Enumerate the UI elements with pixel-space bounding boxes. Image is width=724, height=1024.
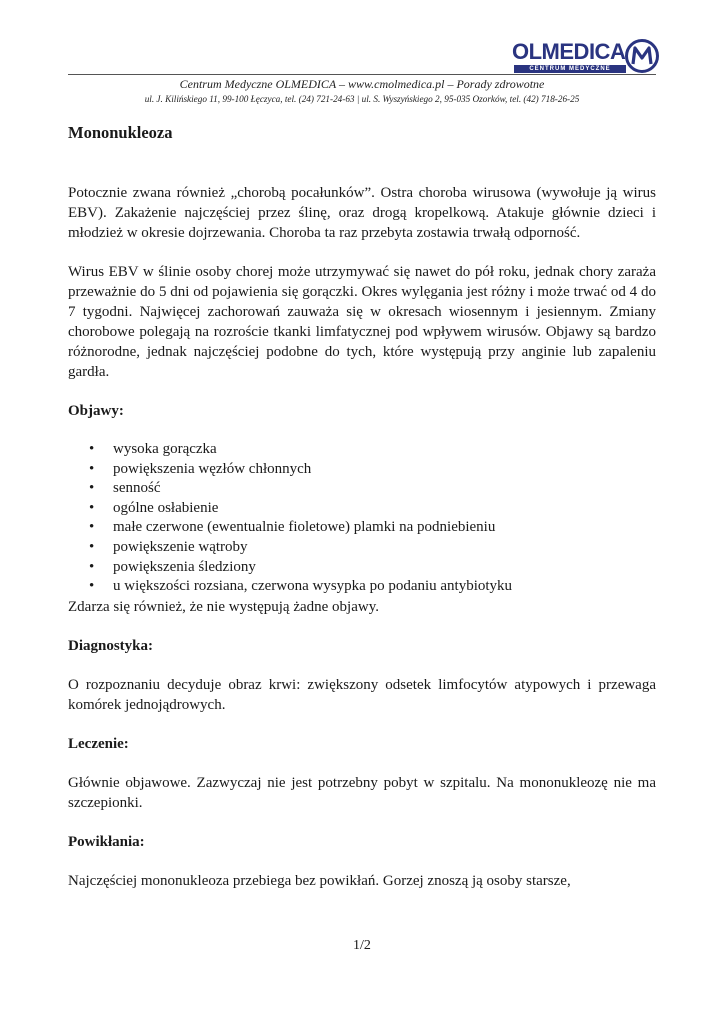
details-paragraph: Wirus EBV w ślinie osoby chorej może utrzymywać się nawet do pół roku, jednak chory zaraża przeważnie do 5 dni od pojawienia się gorączki. Okres wylęgania jest różny i może trwać od 4 do 7 tygodni. Najwięcej zachorowań zauważa się w okresach wiosennym i jesiennym. Zmiany chorobowe polegają na rozroście tkanki limfatycznej pod wpływem wirusów. Objawy są bardzo różnorodne, jednak najczęściej podobne do tych, które występują przy anginie lub zapaleniu gardła. [68, 264, 656, 380]
diagnostics-heading: Diagnostyka: [68, 637, 154, 654]
list-item: • powiększenia śledziony [68, 558, 656, 578]
page-title: Mononukleoza [68, 123, 173, 142]
complications-paragraph: Najczęściej mononukleoza przebiega bez powikłań. Gorzej znoszą ją osoby starsze, [68, 872, 571, 889]
list-item: • powiększenie wątroby [68, 538, 656, 558]
logo-m-emblem-icon [624, 38, 660, 74]
header-rule [68, 74, 656, 75]
header-site-line: Centrum Medyczne OLMEDICA – www.cmolmedica.pl – Porady zdrowotne [179, 77, 545, 91]
diagnostics-paragraph: O rozpoznaniu decyduje obraz krwi: zwiększony odsetek limfocytów atypowych i przewaga komórek jednojądrowych. [68, 676, 656, 713]
list-item: • małe czerwone (ewentualnie fioletowe) plamki na podniebieniu [68, 518, 656, 538]
olmedica-logo [512, 38, 660, 76]
page-number: 1/2 [353, 938, 371, 953]
intro-paragraph: Potocznie zwana również „chorobą pocałunków”. Ostra choroba wirusowa (wywołuje ją wirus EBV). Zakażenie najczęściej przez ślinę, oraz drogą kropelkową. Atakuje głównie dzieci i młodzież w okresie dojrzewania. Choroba ta raz przebyta zostawia trwałą odporność. [68, 185, 656, 241]
symptoms-heading: Objawy: [68, 403, 124, 419]
article-body [68, 120, 656, 891]
list-item: • senność [68, 479, 656, 499]
symptoms-list [68, 440, 656, 597]
list-item: • wysoka gorączka [68, 440, 656, 460]
header-address-line: ul. J. Kilińskiego 11, 99-100 Łęczyca, tel. (24) 721-24-63 | ul. S. Wyszyńskiego 2, 95-035 Ozorków, tel. (42) 718-26-25 [144, 94, 580, 104]
complications-heading: Powikłania: [68, 833, 145, 850]
logo-tagline: CENTRUM MEDYCZNE [514, 65, 626, 73]
list-item: • powiększenia węzłów chłonnych [68, 460, 656, 480]
list-item: • u większości rozsiana, czerwona wysypka po podaniu antybiotyku [68, 577, 656, 597]
list-item: • ogólne osłabienie [68, 499, 656, 519]
treatment-heading: Leczenie: [68, 735, 129, 752]
logo-wordmark: OLMEDICA [512, 39, 626, 64]
treatment-paragraph: Głównie objawowe. Zazwyczaj nie jest potrzebny pobyt w szpitalu. Na mononukleozę nie ma szczepionki. [68, 774, 656, 811]
symptoms-note: Zdarza się również, że nie występują żadne objawy. [68, 598, 379, 615]
